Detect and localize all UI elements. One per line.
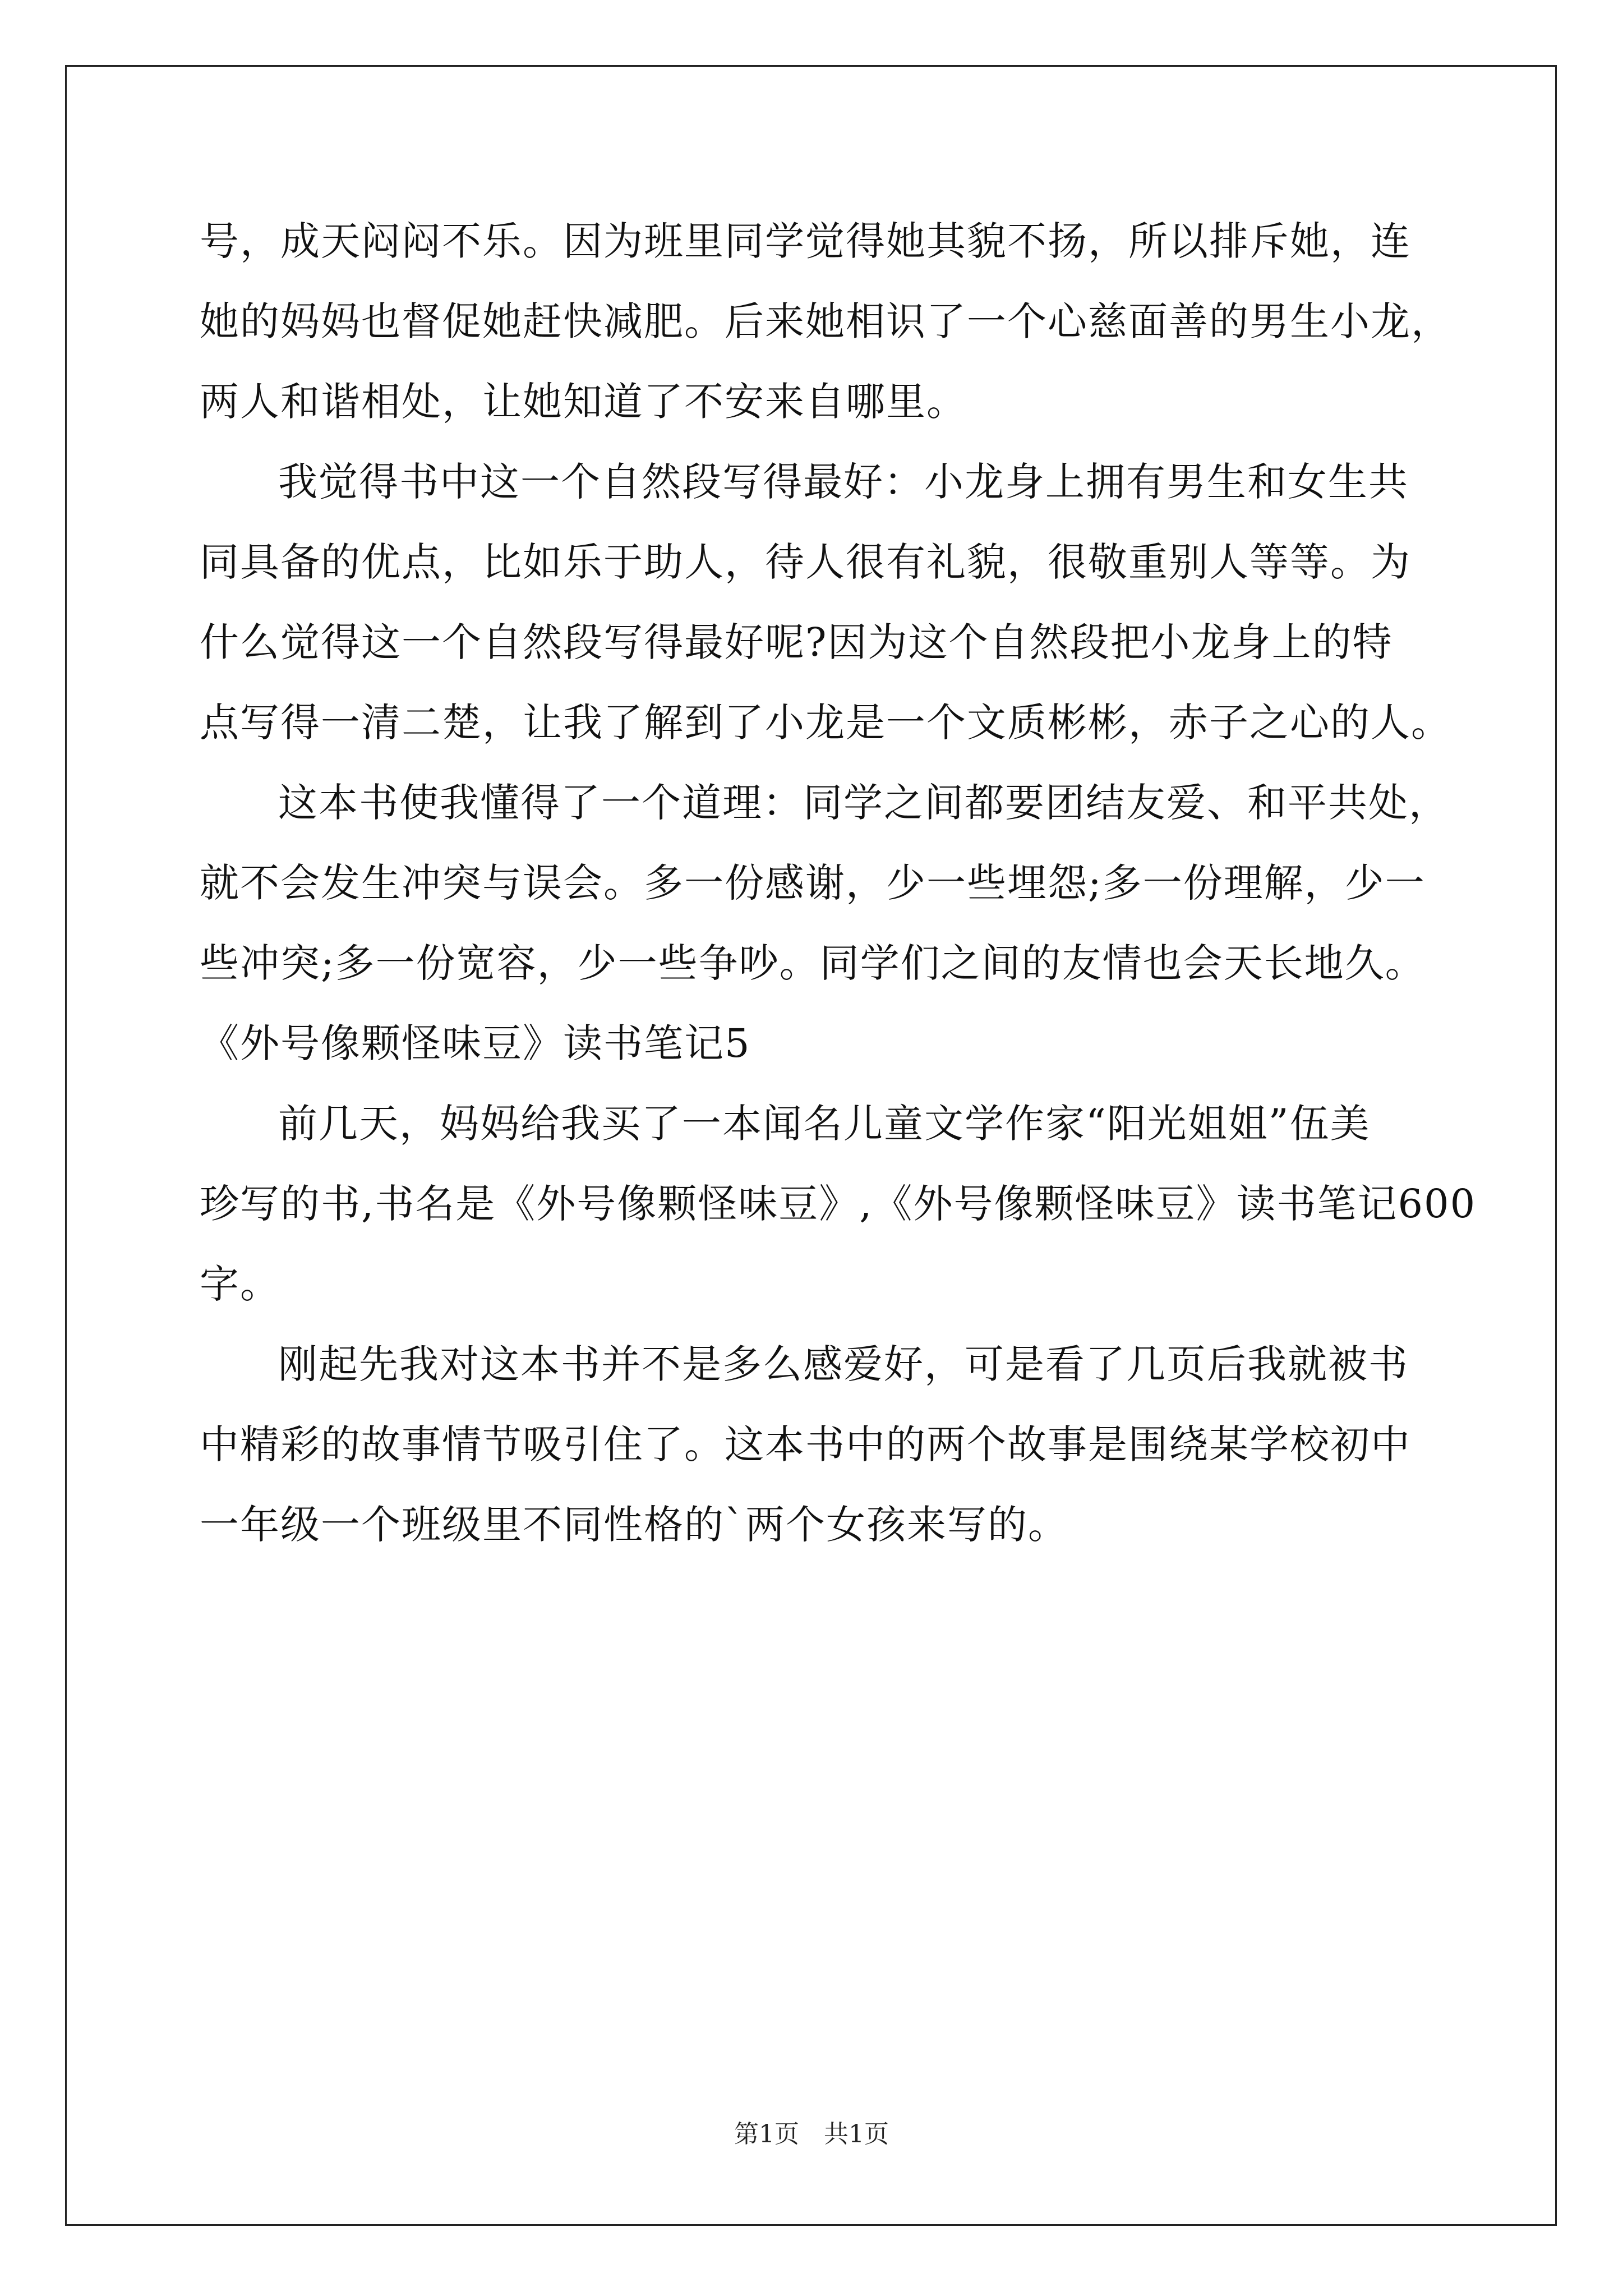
paragraph-line: 就不会发生冲突与误会。多一份感谢，少一些埋怨;多一份理解，少一 bbox=[200, 860, 1426, 906]
paragraph-line: 我觉得书中这一个自然段写得最好：小龙身上拥有男生和女生共 bbox=[278, 459, 1409, 505]
paragraph-line: 号，成天闷闷不乐。因为班里同学觉得她其貌不扬，所以排斥她，连 bbox=[200, 218, 1411, 264]
paragraph-line: 什么觉得这一个自然段写得最好呢?因为这个自然段把小龙身上的特 bbox=[200, 619, 1393, 665]
section-heading: 《外号像颗怪味豆》读书笔记5 bbox=[200, 1020, 751, 1066]
paragraph-line: 字。 bbox=[200, 1261, 280, 1307]
paragraph-line: 点写得一清二楚，让我了解到了小龙是一个文质彬彬，赤子之心的人。 bbox=[200, 700, 1451, 746]
page-number-footer: 第1页 共1页 bbox=[734, 2120, 889, 2148]
paragraph-line: 刚起先我对这本书并不是多么感爱好，可是看了几页后我就被书 bbox=[278, 1341, 1409, 1387]
paragraph-line: 两人和谐相处，让她知道了不安来自哪里。 bbox=[200, 379, 967, 425]
paragraph-line: 中精彩的故事情节吸引住了。这本书中的两个故事是围绕某学校初中 bbox=[200, 1421, 1411, 1467]
paragraph-line: 这本书使我懂得了一个道理：同学之间都要团结友爱、和平共处， bbox=[278, 780, 1449, 826]
paragraph-line: 同具备的优点，比如乐于助人，待人很有礼貌，很敬重别人等等。为 bbox=[200, 539, 1411, 585]
paragraph-line: 她的妈妈也督促她赶快减肥。后来她相识了一个心慈面善的男生小龙， bbox=[200, 298, 1451, 344]
paragraph-line: 前几天，妈妈给我买了一本闻名儿童文学作家“阳光姐姐”伍美 bbox=[278, 1101, 1371, 1147]
paragraph-line: 珍写的书,书名是《外号像颗怪味豆》,《外号像颗怪味豆》读书笔记600 bbox=[200, 1181, 1477, 1227]
paragraph-line: 些冲突;多一份宽容，少一些争吵。同学们之间的友情也会天长地久。 bbox=[200, 940, 1426, 986]
paragraph-line: 一年级一个班级里不同性格的`两个女孩来写的。 bbox=[200, 1502, 1068, 1548]
